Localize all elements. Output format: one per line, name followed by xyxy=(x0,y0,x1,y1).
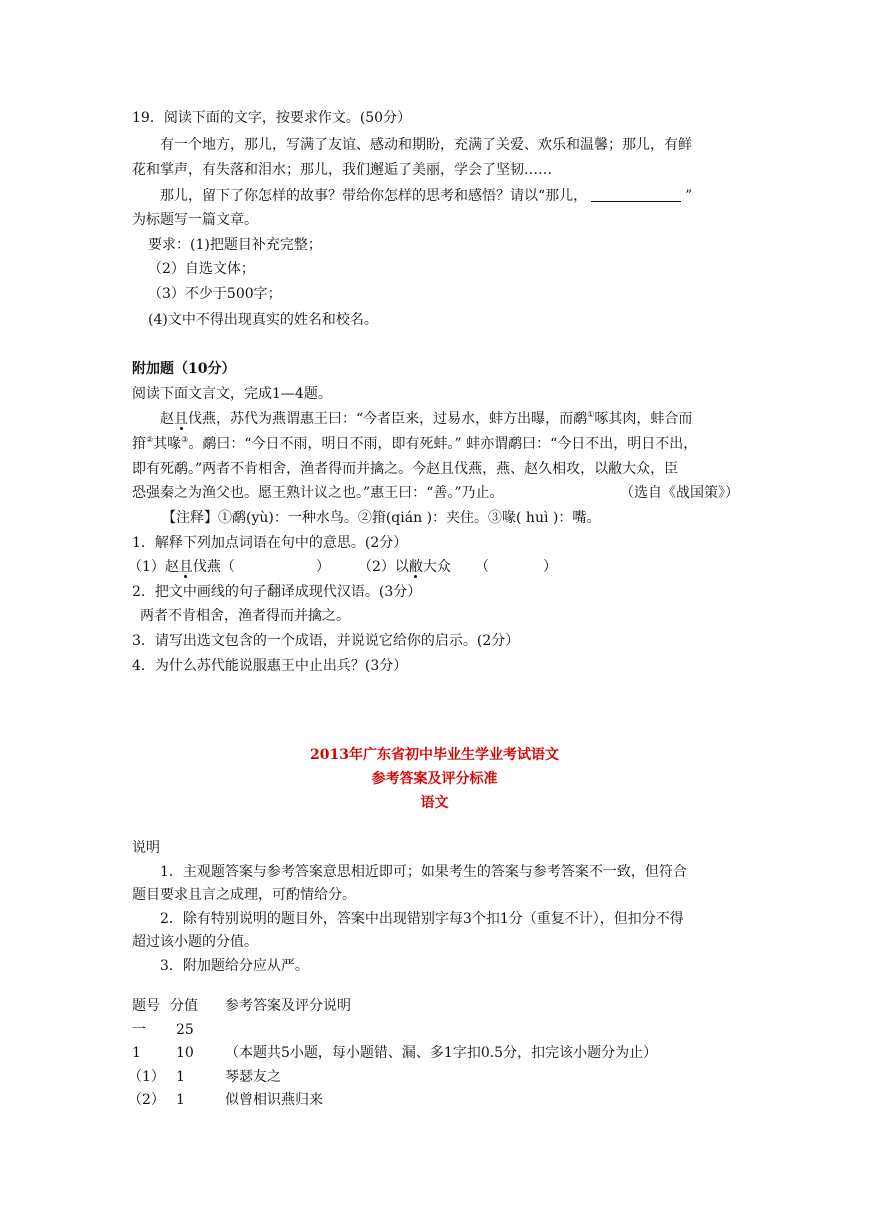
footnote-marker: ② xyxy=(146,435,154,444)
dotted-word: 且 xyxy=(178,559,193,575)
sub-question-3: 3．请写出选文包含的一个成语，并说说它给你的启示。(2分） xyxy=(132,633,520,649)
table-header: 分值 xyxy=(170,998,198,1014)
answer-bracket-open: （ xyxy=(475,559,489,575)
q19-paragraph-line: 花和掌声，有失落和泪水；那儿，我们邂逅了美丽，学会了坚韧…… xyxy=(132,162,552,178)
q19-requirement: 要求：(1)把题目补充完整； xyxy=(148,237,322,253)
text-source: （选自《战国策》） xyxy=(620,485,739,501)
classical-text-line: 箝②其喙③。鹬曰：“今日不雨，明日不雨，即有死蚌。” 蚌亦谓鹬曰：“今日不出，明日不出， xyxy=(132,435,698,452)
q19-paragraph-line: 有一个地方，那儿，写满了友谊、感动和期盼，充满了关爱、欢乐和温馨；那儿，有鲜 xyxy=(160,137,692,153)
footnote-marker: ③ xyxy=(181,435,189,444)
note-line: 3．附加题给分应从严。 xyxy=(160,958,309,974)
notes-label: 说明 xyxy=(132,840,160,856)
table-cell-num: 1 xyxy=(132,1045,141,1061)
table-cell-num: 一 xyxy=(132,1022,146,1038)
note-line: 题目要求且言之成理，可酌情给分。 xyxy=(132,887,356,903)
table-cell-score: 25 xyxy=(176,1022,194,1038)
sub-question-4: 4．为什么苏代能说服惠王中止出兵？(3分） xyxy=(132,658,408,674)
table-header: 参考答案及评分说明 xyxy=(225,998,351,1014)
table-header: 题号 xyxy=(132,998,160,1014)
annotation-notes: 【注释】①鹬(yù)：一种水鸟。②箝(qián )：夹住。③喙( huì )：嘴。 xyxy=(162,510,601,526)
answer-bracket-close: ） xyxy=(543,559,557,575)
sub-question-2: 2．把文中画线的句子翻译成现代汉语。(3分） xyxy=(132,584,422,600)
table-cell-score: 10 xyxy=(176,1045,194,1061)
q19-prompt-close: ” xyxy=(685,188,693,204)
extra-intro: 阅读下面文言文，完成1—4题。 xyxy=(132,386,332,402)
q19-requirement: (4)文中不得出现真实的姓名和校名。 xyxy=(148,312,378,328)
classical-text-line: 即有死鹬。”两者不肯相舍，渔者得而并擒之。今赵且伐燕，燕、赵久相攻，以敝大众，臣 xyxy=(132,461,679,477)
q19-prompt-line: 为标题写一篇文章。 xyxy=(132,212,258,228)
table-cell-num: （2） xyxy=(128,1092,165,1108)
dotted-word: 敝 xyxy=(408,559,423,575)
q19-title: 19．阅读下面的文字，按要求作文。(50分） xyxy=(132,110,412,126)
table-cell-score: 1 xyxy=(176,1092,185,1108)
footnote-marker: ① xyxy=(587,410,595,419)
q19-requirement: （2）自选文体； xyxy=(148,261,255,277)
table-cell-num: （1） xyxy=(128,1069,165,1085)
sub-question-1: 1．解释下列加点词语在句中的意思。(2分） xyxy=(132,535,408,551)
note-line: 超过该小题的分值。 xyxy=(132,934,258,950)
underlined-sentence: 两者不肯相舍，渔者得而并擒之。 xyxy=(140,608,350,624)
answer-key-title: 2013年广东省初中毕业生学业考试语文 xyxy=(310,747,559,763)
classical-text-line: 恐强秦之为渔父也。愿王熟计议之也。”惠王曰：“善。”乃止。 xyxy=(132,485,504,501)
answer-key-subject: 语文 xyxy=(420,795,449,811)
table-cell-text: （本题共5小题，每小题错、漏、多1字扣0.5分，扣完该小题分为止） xyxy=(225,1045,658,1061)
sub-question-1-item-2: （2）以敝大众 xyxy=(358,559,451,575)
extra-heading: 附加题（10分） xyxy=(132,361,236,377)
table-cell-text: 琴瑟友之 xyxy=(225,1069,281,1085)
dotted-word: 且 xyxy=(174,411,188,427)
q19-prompt-text: 那儿，留下了你怎样的故事？带给你怎样的思考和感悟？请以“那儿， xyxy=(160,188,588,204)
table-cell-text: 似曾相识燕归来 xyxy=(225,1092,323,1108)
answer-key-subtitle: 参考答案及评分标准 xyxy=(371,771,498,787)
classical-text-line: 赵且伐燕，苏代为燕谓惠王曰：“今者臣来，过易水，蚌方出曝，而鹬①啄其肉，蚌合而 xyxy=(160,410,693,427)
sub-question-1-item-1: （1）赵且伐燕（ xyxy=(128,559,235,575)
answer-bracket-close: ） xyxy=(316,559,330,575)
q19-requirement: （3）不少于500字； xyxy=(148,286,282,302)
q19-prompt-line xyxy=(160,186,692,206)
note-line: 2．除有特别说明的题目外，答案中出现错别字每3个扣1分（重复不计），但扣分不得 xyxy=(160,911,684,927)
title-blank xyxy=(591,187,681,202)
table-cell-score: 1 xyxy=(176,1069,185,1085)
note-line: 1．主观题答案与参考答案意思相近即可；如果考生的答案与参考答案不一致，但符合 xyxy=(160,864,687,880)
